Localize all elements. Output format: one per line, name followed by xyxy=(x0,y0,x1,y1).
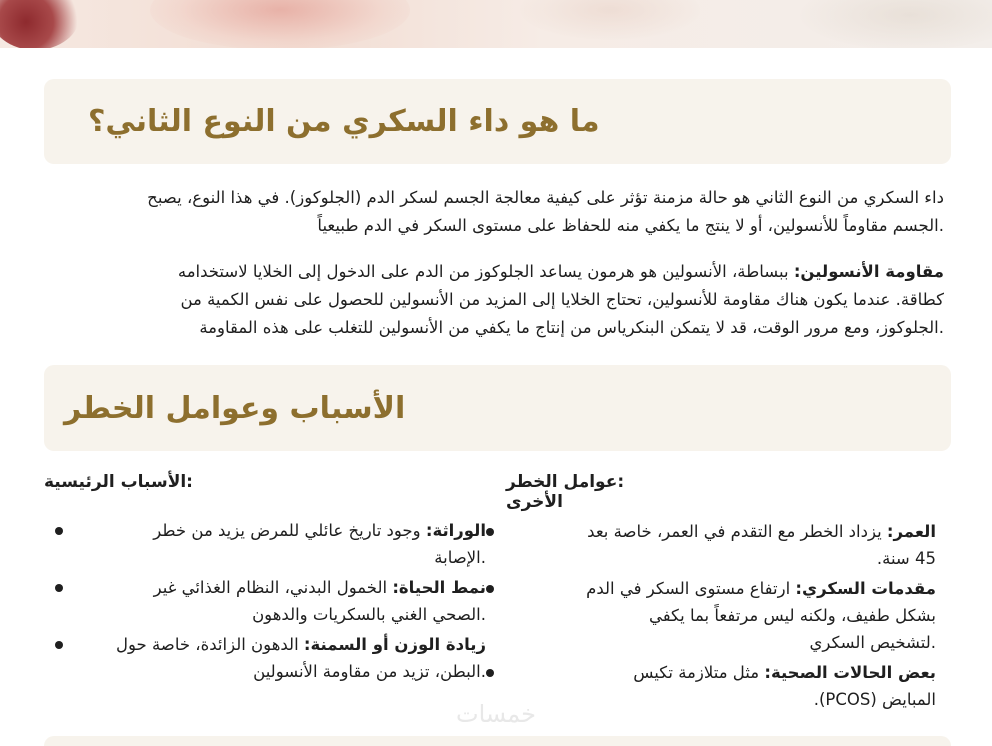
paragraph-line: كطاقة. عندما يكون هناك مقاومة للأنسولين، تحتاج الخلايا إلى المزيد من الأنسولين للحصول على نفس الكمية من xyxy=(180,290,944,309)
list-item xyxy=(80,574,486,628)
bullet-icon xyxy=(486,669,494,677)
banner-watercolor-shape xyxy=(800,0,992,48)
section-title-text: ما هو داء السكري من النوع الثاني؟ xyxy=(88,104,600,139)
insulin-resistance-paragraph xyxy=(44,258,944,342)
list-item xyxy=(510,575,936,656)
list-item xyxy=(510,659,936,713)
bullet-icon xyxy=(55,527,63,535)
bullet-icon xyxy=(486,528,494,536)
term-text-continued: 45 سنة. xyxy=(876,549,936,568)
term-text: ببساطة، الأنسولين هو هرمون يساعد الجلوكوز من الدم على الدخول إلى الخلايا لاستخدامه xyxy=(177,262,794,281)
bullet-icon xyxy=(55,641,63,649)
list-item xyxy=(80,631,486,685)
term-text: يزداد الخطر مع التقدم في العمر، خاصة بعد xyxy=(587,522,887,541)
section-title-text: الأسباب وعوامل الخطر xyxy=(64,390,406,426)
term-label: نمط الحياة: xyxy=(392,578,486,597)
banner-watercolor-shape xyxy=(520,0,700,40)
bullet-icon xyxy=(486,585,494,593)
paragraph-line: .الجسم مقاوماً للأنسولين، أو لا ينتج ما يكفي منه للحفاظ على مستوى السكر في الدم طبيعياً xyxy=(317,216,944,235)
term-text-continued: .الإصابة xyxy=(434,548,486,567)
list-item xyxy=(80,517,486,571)
term-label: مقدمات السكري: xyxy=(795,579,936,598)
section-heading-box xyxy=(44,79,951,164)
main-causes-list xyxy=(80,517,486,688)
watermark-logo: خمسات xyxy=(455,700,537,728)
banner-drink-glass-shape xyxy=(0,0,80,48)
list-item xyxy=(510,518,936,572)
main-causes-heading: :الأسباب الرئيسية xyxy=(44,472,193,492)
term-text-continued: .الصحي الغني بالسكريات والدهون xyxy=(252,605,486,624)
term-text: الخمول البدني، النظام الغذائي غير xyxy=(153,578,393,597)
next-section-box xyxy=(44,736,951,746)
term-text-continued: .البطن، تزيد من مقاومة الأنسولين xyxy=(253,662,486,681)
paragraph-line: داء السكري من النوع الثاني هو حالة مزمنة تؤثر على كيفية معالجة الجسم لسكر الدم (الجلوكوز). في هذا النوع، يصبح xyxy=(147,188,944,207)
term-label: مقاومة الأنسولين: xyxy=(793,262,944,281)
term-label: العمر: xyxy=(886,522,936,541)
section-title xyxy=(44,365,951,451)
term-text: وجود تاريخ عائلي للمرض يزيد من خطر xyxy=(153,521,426,540)
term-text: مثل متلازمة تكيس xyxy=(633,663,765,682)
paragraph-line: .الجلوكوز، ومع مرور الوقت، قد لا يتمكن البنكرياس من إنتاج ما يكفي من الأنسولين للتغلب على هذه المقاومة xyxy=(199,318,944,337)
other-risks-list xyxy=(510,518,936,716)
paragraph-line xyxy=(44,258,944,286)
other-risks-heading: :عوامل الخطر الأخرى xyxy=(506,472,625,512)
header-banner-image xyxy=(0,0,992,48)
term-label: الوراثة: xyxy=(425,521,486,540)
section-title xyxy=(44,79,951,164)
term-text: ارتفاع مستوى السكر في الدم xyxy=(586,579,796,598)
term-text-continued: .لتشخيص السكري xyxy=(809,633,936,652)
term-label: زيادة الوزن أو السمنة: xyxy=(303,635,486,654)
bullet-icon xyxy=(55,584,63,592)
term-text: الدهون الزائدة، خاصة حول xyxy=(116,635,304,654)
section-heading-box xyxy=(44,365,951,451)
term-label: بعض الحالات الصحية: xyxy=(764,663,936,682)
term-text-continued: المبايض (PCOS). xyxy=(813,690,936,709)
term-text-continued: بشكل طفيف، ولكنه ليس مرتفعاً بما يكفي xyxy=(648,606,936,625)
banner-watercolor-shape xyxy=(150,0,410,48)
intro-paragraph xyxy=(44,184,944,240)
